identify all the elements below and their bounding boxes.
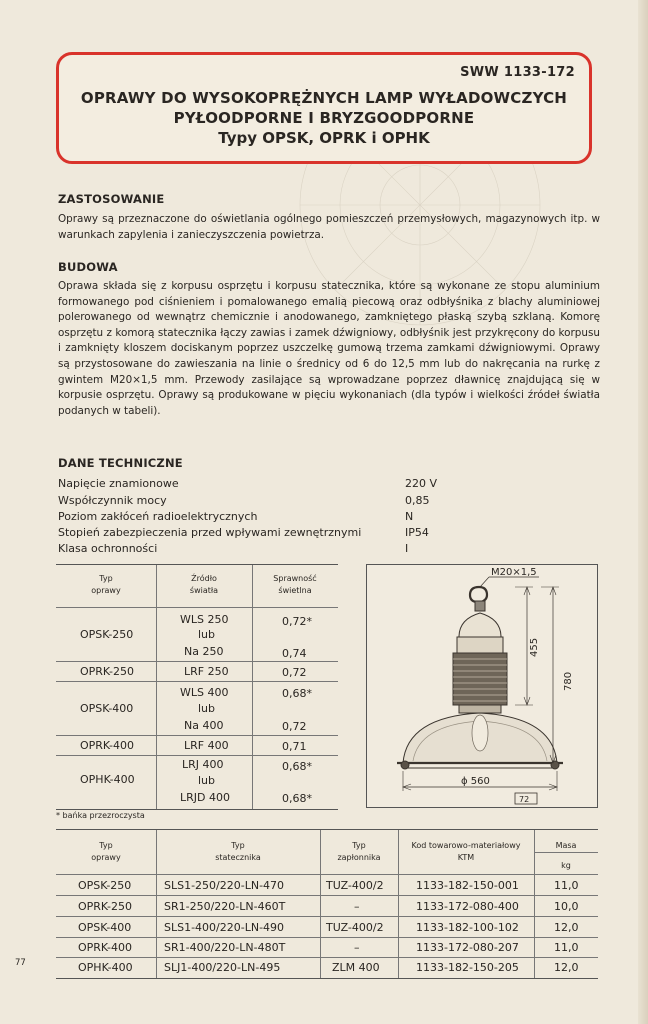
spec-value: I xyxy=(405,542,409,555)
table-cell: 0,72 xyxy=(282,720,307,733)
ballast-table xyxy=(56,829,598,979)
table-cell: OPRK-250 xyxy=(80,665,134,678)
table-cell: WLS 250 xyxy=(180,613,229,626)
table-cell: 10,0 xyxy=(554,900,579,913)
table-cell: 0,71 xyxy=(282,740,307,753)
table-cell: OPRK-400 xyxy=(78,941,132,954)
page-edge xyxy=(638,0,648,1024)
table-cell: 11,0 xyxy=(554,879,579,892)
table-cell: Na 400 xyxy=(184,719,224,732)
table-cell: SLS1-400/220-LN-490 xyxy=(164,921,285,934)
heading-dane-techniczne: DANE TECHNICZNE xyxy=(58,456,183,470)
spec-value: N xyxy=(405,510,414,523)
table-cell: OPRK-250 xyxy=(78,900,132,913)
thread-label: M20×1,5 xyxy=(491,567,537,578)
header-kod-ktm: Kod towarowo-materiałowy KTM xyxy=(411,841,521,862)
table-cell: 1133-182-150-001 xyxy=(416,879,519,892)
table-cell: SLJ1-400/220-LN-495 xyxy=(164,961,281,974)
table-cell: SLS1-250/220-LN-470 xyxy=(164,879,285,892)
standard-number: SWW 1133-172 xyxy=(460,65,575,80)
spec-label: Stopień zabezpieczenia przed wpływami zewnętrznymi xyxy=(58,526,362,539)
table-cell: 1133-172-080-207 xyxy=(416,941,519,954)
table-cell: OPSK-250 xyxy=(80,628,134,641)
table-cell: lub xyxy=(198,774,216,787)
light-source-table xyxy=(56,564,338,810)
table-cell: – xyxy=(354,900,360,913)
height-total-label: 780 xyxy=(563,671,574,691)
table-cell: 12,0 xyxy=(554,921,579,934)
table-cell: 0,72 xyxy=(282,666,307,679)
table-cell: OPSK-250 xyxy=(78,879,132,892)
table-cell: Na 250 xyxy=(184,645,224,658)
table-cell: OPRK-400 xyxy=(80,739,134,752)
spec-value: 0,85 xyxy=(405,494,430,507)
ref-box-label: 72 xyxy=(519,795,530,804)
table-cell: 0,72* xyxy=(282,615,312,628)
title-line-3: Typy OPSK, OPRK i OPHK xyxy=(218,129,430,147)
height-upper-label: 455 xyxy=(529,637,540,657)
spec-value: 220 V xyxy=(405,477,438,490)
table-cell: WLS 400 xyxy=(180,686,229,699)
spec-label: Napięcie znamionowe xyxy=(58,477,179,490)
table-cell: LRF 250 xyxy=(184,665,229,678)
table-cell: lub xyxy=(198,628,216,641)
header-sprawnosc: Sprawność świetlna xyxy=(273,574,317,595)
table-cell: SR1-250/220-LN-460T xyxy=(164,900,286,913)
table-cell: 0,74 xyxy=(282,647,307,660)
table-cell: LRJD 400 xyxy=(180,791,230,804)
table-cell: OPSK-400 xyxy=(80,702,134,715)
table-cell: OPSK-400 xyxy=(78,921,132,934)
luminaire-svg xyxy=(367,565,597,807)
table-cell: OPHK-400 xyxy=(80,773,135,786)
table-cell: OPHK-400 xyxy=(78,961,133,974)
spec-label: Współczynnik mocy xyxy=(58,494,167,507)
luminaire-drawing xyxy=(366,564,598,808)
spec-label: Poziom zakłóceń radioelektrycznych xyxy=(58,510,258,523)
table-cell: ZLM 400 xyxy=(332,961,380,974)
table-cell: 12,0 xyxy=(554,961,579,974)
title-line-1: OPRAWY DO WYSOKOPRĘŻNYCH LAMP WYŁADOWCZYCH xyxy=(80,89,568,107)
paragraph-zastosowanie: Oprawy są przeznaczone do oświetlania ogólnego pomieszczeń przemysłowych, magazynowych itp. w warunkach zapylenia i zanieczyszczenia powietrza. xyxy=(58,213,600,241)
table-cell: 1133-182-100-102 xyxy=(416,921,519,934)
header-typ-statecznika: Typ statecznika xyxy=(215,841,261,862)
table-cell: 0,68* xyxy=(282,687,312,700)
table-cell: LRJ 400 xyxy=(182,758,224,771)
header-zrodlo-swiatla: Źródło światła xyxy=(189,574,219,595)
heading-budowa: BUDOWA xyxy=(58,260,118,274)
header-masa-unit: kg xyxy=(561,861,571,870)
header-typ-zaplonnika: Typ zapłonnika xyxy=(337,841,381,862)
spec-label: Klasa ochronności xyxy=(58,542,158,555)
table-cell: 11,0 xyxy=(554,941,579,954)
title-line-2: PYŁOODPORNE I BRYZGOODPORNE xyxy=(173,109,475,127)
table-cell: TUZ-400/2 xyxy=(326,879,384,892)
table-cell: 1133-182-150-205 xyxy=(416,961,519,974)
table-cell: SR1-400/220-LN-480T xyxy=(164,941,286,954)
table-cell: 0,68* xyxy=(282,792,312,805)
table-cell: – xyxy=(354,941,360,954)
table-cell: TUZ-400/2 xyxy=(326,921,384,934)
table-cell: LRF 400 xyxy=(184,739,229,752)
header-typ-oprawy: Typ oprawy xyxy=(91,841,121,862)
footnote: * bańka przezroczysta xyxy=(56,811,145,820)
table-cell: 1133-172-080-400 xyxy=(416,900,519,913)
header-masa: Masa xyxy=(555,841,577,850)
header-typ-oprawy: Typ oprawy xyxy=(91,574,121,595)
table-cell: lub xyxy=(198,702,216,715)
paragraph-budowa: Oprawa składa się z korpusu osprzętu i korpusu statecznika, które są wykonane ze stopu aluminium formowanego pod ciśnieniem i pomalowanego emalią piecową oraz odbłyśnika z blachy aluminiowej polerowanego od wewnątrz chemicznie i anodowanego, zamkniętego płaską szybą szklaną. Komorę osprzętu z komorą statecznika łączy zawias i zamek dźwigniowy, odbłyśnik jest przykręcony do korpusu i zamknięty kloszem dociskanym poprzez uszczelkę gumową trzema zamkami dźwigniowymi. Oprawy są przystosowane do zawieszania na linie o średnicy od 6 do 12,5 mm lub do nakręcania na rurkę z gwintem M20×1,5 mm. Przewody zasilające są wprowadzane poprzez dławnicę znajdującą się w korpusie osprzętu. Oprawy są produkowane w pięciu wykonaniach (dla typów i wielkości źródeł światła podanych w tabeli). xyxy=(58,280,600,417)
diameter-label: ϕ 560 xyxy=(461,776,490,787)
table-cell: 0,68* xyxy=(282,760,312,773)
page-number: 77 xyxy=(15,958,26,968)
title-box xyxy=(56,52,592,164)
heading-zastosowanie: ZASTOSOWANIE xyxy=(58,192,165,206)
spec-value: IP54 xyxy=(405,526,429,539)
